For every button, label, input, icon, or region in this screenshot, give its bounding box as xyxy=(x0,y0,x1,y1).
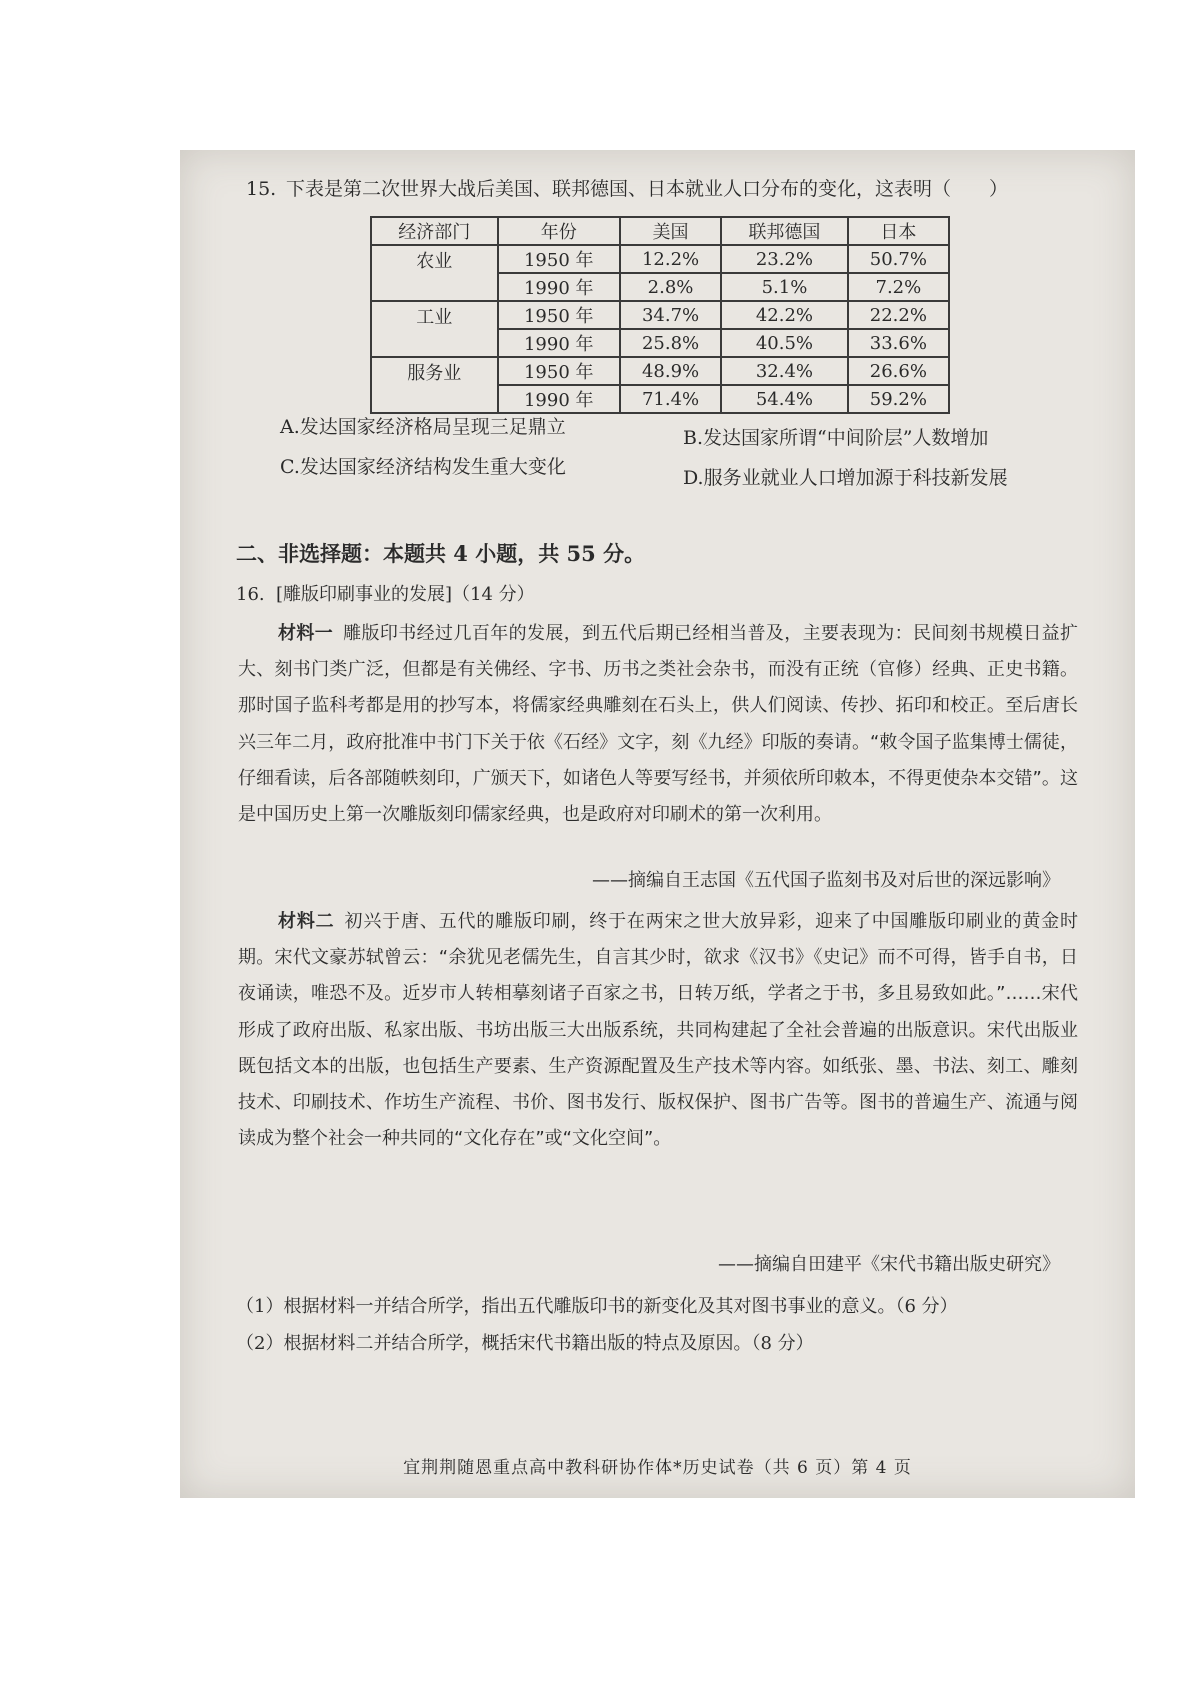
sector-cell: 工业 xyxy=(371,301,498,329)
value-cell: 2.8% xyxy=(620,273,721,301)
question-number: 15. xyxy=(246,178,277,200)
table-row xyxy=(371,273,949,301)
value-cell: 42.2% xyxy=(721,301,848,329)
sub-question-2: （2）根据材料二并结合所学，概括宋代书籍出版的特点及原因。（8 分） xyxy=(236,1333,814,1354)
value-cell: 34.7% xyxy=(620,301,721,329)
sector-cell-empty xyxy=(371,329,498,357)
table-header-row xyxy=(371,217,949,245)
material-two-source: ——摘编自田建平《宋代书籍出版史研究》 xyxy=(718,1254,1060,1275)
option-b: B.发达国家所谓“中间阶层”人数增加 xyxy=(683,427,989,449)
question-15-stem xyxy=(246,174,1008,201)
table-row xyxy=(371,385,949,413)
value-cell: 32.4% xyxy=(721,357,848,385)
header-cell: 联邦德国 xyxy=(721,217,848,245)
material-label: 材料一 xyxy=(278,623,334,644)
value-cell: 7.2% xyxy=(848,273,949,301)
year-cell: 1950 年 xyxy=(498,301,620,329)
value-cell: 25.8% xyxy=(620,329,721,357)
value-cell: 48.9% xyxy=(620,357,721,385)
material-two xyxy=(238,904,1078,1157)
exam-page xyxy=(180,150,1135,1498)
section-heading: 二、非选择题：本题共 4 小题，共 55 分。 xyxy=(236,541,646,566)
sector-cell-empty xyxy=(371,385,498,413)
value-cell: 54.4% xyxy=(721,385,848,413)
option-c: C.发达国家经济结构发生重大变化 xyxy=(280,456,566,478)
header-cell: 日本 xyxy=(848,217,949,245)
table-row xyxy=(371,301,949,329)
value-cell: 12.2% xyxy=(620,245,721,273)
question-number: 16. xyxy=(236,584,265,605)
option-d: D.服务业就业人口增加源于科技新发展 xyxy=(683,467,1008,489)
header-cell: 年份 xyxy=(498,217,620,245)
year-cell: 1950 年 xyxy=(498,245,620,273)
value-cell: 50.7% xyxy=(848,245,949,273)
question-16-title xyxy=(236,580,535,606)
material-one xyxy=(238,616,1078,833)
table-row xyxy=(371,357,949,385)
question-topic: [雕版印刷事业的发展]（14 分） xyxy=(276,584,535,605)
material-one-source: ——摘编自王志国《五代国子监刻书及对后世的深远影响》 xyxy=(592,870,1060,891)
option-a: A.发达国家经济格局呈现三足鼎立 xyxy=(280,416,566,438)
material-text: 雕版印书经过几百年的发展，到五代后期已经相当普及，主要表现为：民间刻书规模日益扩大、刻书门类广泛，但都是有关佛经、字书、历书之类社会杂书，而没有正统（官修）经典、正史书籍。那时国子监科考都是用的抄写本，将儒家经典雕刻在石头上，供人们阅读、传抄、拓印和校正。至后唐长兴三年二月，政府批准中书门下关于依《石经》文字，刻《九经》印版的奏请。“敕令国子监集博士儒徒，仔细看读，后各部随帙刻印，广颁天下，如诸色人等要写经书，并须依所印敕本，不得更使杂本交错”。这是中国历史上第一次雕版刻印儒家经典，也是政府对印刷术的第一次利用。 xyxy=(238,623,1079,826)
year-cell: 1990 年 xyxy=(498,329,620,357)
material-text: 初兴于唐、五代的雕版印刷，终于在两宋之世大放异彩，迎来了中国雕版印刷业的黄金时期。宋代文豪苏轼曾云：“余犹见老儒先生，自言其少时，欲求《汉书》《史记》而不可得，皆手自书，日夜诵读，唯恐不及。近岁市人转相摹刻诸子百家之书，日转万纸，学者之于书，多且易致如此。”……宋代形成了政府出版、私家出版、书坊出版三大出版系统，共同构建起了全社会普遍的出版意识。宋代出版业既包括文本的出版，也包括生产要素、生产资源配置及生产技术等内容。如纸张、墨、书法、刻工、雕刻技术、印刷技术、作坊生产流程、书价、图书发行、版权保护、图书广告等。图书的普遍生产、流通与阅读成为整个社会一种共同的“文化存在”或“文化空间”。 xyxy=(238,911,1079,1150)
value-cell: 71.4% xyxy=(620,385,721,413)
table-row xyxy=(371,329,949,357)
sub-question-1: （1）根据材料一并结合所学，指出五代雕版印书的新变化及其对图书事业的意义。（6 分） xyxy=(236,1296,958,1317)
year-cell: 1950 年 xyxy=(498,357,620,385)
value-cell: 33.6% xyxy=(848,329,949,357)
table-row xyxy=(371,245,949,273)
value-cell: 59.2% xyxy=(848,385,949,413)
header-cell: 美国 xyxy=(620,217,721,245)
value-cell: 22.2% xyxy=(848,301,949,329)
value-cell: 23.2% xyxy=(721,245,848,273)
sector-cell: 农业 xyxy=(371,245,498,273)
employment-table xyxy=(370,216,950,414)
sector-cell: 服务业 xyxy=(371,357,498,385)
year-cell: 1990 年 xyxy=(498,385,620,413)
question-text: 下表是第二次世界大战后美国、联邦德国、日本就业人口分布的变化，这表明（ ） xyxy=(286,178,1009,200)
value-cell: 40.5% xyxy=(721,329,848,357)
value-cell: 26.6% xyxy=(848,357,949,385)
material-label: 材料二 xyxy=(278,911,335,932)
sector-cell-empty xyxy=(371,273,498,301)
value-cell: 5.1% xyxy=(721,273,848,301)
year-cell: 1990 年 xyxy=(498,273,620,301)
page-footer: 宜荆荆随恩重点高中教科研协作体*历史试卷（共 6 页）第 4 页 xyxy=(403,1458,912,1478)
header-cell: 经济部门 xyxy=(371,217,498,245)
